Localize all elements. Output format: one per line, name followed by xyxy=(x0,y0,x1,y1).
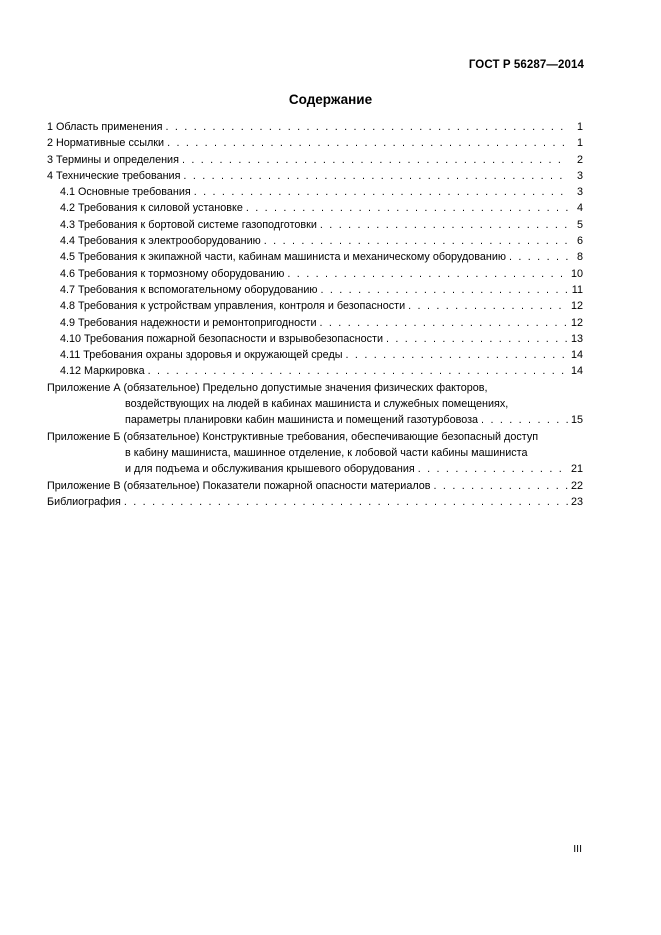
appendix-line: Приложение Б (обязательное) Конструктивные требования, обеспечивающие безопасный доступ xyxy=(47,430,539,443)
page-footer-number: III xyxy=(573,843,582,855)
dot-leader xyxy=(509,249,568,265)
dot-leader xyxy=(148,363,568,379)
dot-leader xyxy=(264,233,568,249)
page-number: 14 xyxy=(570,349,583,362)
bibliography-label: Библиография xyxy=(47,495,121,508)
toc-entry[interactable] xyxy=(47,331,583,347)
toc-entry-title: 4.9 Требования надежности и ремонтопригодности xyxy=(60,316,317,329)
bibliography-entry[interactable] xyxy=(47,494,583,510)
page-number: 11 xyxy=(571,283,583,296)
appendix-a[interactable] xyxy=(47,380,583,429)
dot-leader xyxy=(320,315,568,331)
dot-leader xyxy=(408,298,568,314)
appendix-line: в кабину машиниста, машинное отделение, к лобовой части кабины машиниста xyxy=(125,446,528,459)
page-number: 10 xyxy=(570,267,583,280)
toc-entry[interactable] xyxy=(47,282,583,298)
page-number: 8 xyxy=(576,251,583,264)
page-number: 12 xyxy=(570,316,583,329)
appendix-line: воздействующих на людей в кабинах машиниста и служебных помещениях, xyxy=(125,398,509,411)
toc-entry[interactable] xyxy=(47,152,583,168)
page-number: 4 xyxy=(576,202,583,215)
toc-entry-title: 2 Нормативные ссылки xyxy=(47,137,165,150)
toc-entry-title: 4.1 Основные требования xyxy=(60,186,191,199)
dot-leader xyxy=(287,266,568,282)
dot-leader xyxy=(194,184,568,200)
dot-leader xyxy=(481,412,568,428)
page-number: 6 xyxy=(576,235,583,248)
toc-entry-title: 4.4 Требования к электрооборудованию xyxy=(60,235,261,248)
toc-entry-title: 3 Термины и определения xyxy=(47,153,179,166)
page-title: Содержание xyxy=(288,92,373,107)
page-number: 5 xyxy=(576,218,583,231)
dot-leader xyxy=(346,347,568,363)
appendix-line: параметры планировки кабин машиниста и помещений газотурбовоза xyxy=(125,414,479,427)
toc-entry[interactable] xyxy=(47,233,583,249)
toc-entry[interactable] xyxy=(47,168,583,184)
table-of-contents xyxy=(47,119,583,510)
dot-leader xyxy=(183,168,568,184)
toc-entry[interactable] xyxy=(47,266,583,282)
toc-entry-title: 4.2 Требования к силовой установке xyxy=(60,202,243,215)
page-number: 3 xyxy=(576,186,583,199)
toc-entry-title: 4.7 Требования к вспомогательному оборудованию xyxy=(60,283,318,296)
dot-leader xyxy=(386,331,568,347)
page-number: 3 xyxy=(576,169,583,182)
page-number: 2 xyxy=(576,153,583,166)
toc-entry-title: 4.6 Требования к тормозному оборудованию xyxy=(60,267,285,280)
toc-entry[interactable] xyxy=(47,200,583,216)
toc-entry[interactable] xyxy=(47,135,583,151)
toc-entry-title: 4.10 Требования пожарной безопасности и взрывобезопасности xyxy=(60,332,383,345)
toc-entry[interactable] xyxy=(47,249,583,265)
toc-entry[interactable] xyxy=(47,119,583,135)
toc-entry-title: 4.8 Требования к устройствам управления, контроля и безопасности xyxy=(60,300,406,313)
page-number: 21 xyxy=(570,463,583,476)
toc-entry xyxy=(125,412,583,428)
dot-leader xyxy=(418,461,568,477)
toc-entry-title: 1 Область применения xyxy=(47,121,163,133)
toc-entry[interactable] xyxy=(47,298,583,314)
toc-entry-title: 4.12 Маркировка xyxy=(60,365,145,378)
dot-leader xyxy=(182,152,568,168)
page-number: 13 xyxy=(570,332,583,345)
dot-leader xyxy=(166,119,569,135)
dot-leader xyxy=(167,135,568,151)
dot-leader xyxy=(434,478,568,494)
toc-entry[interactable] xyxy=(47,363,583,379)
toc-entry[interactable] xyxy=(47,347,583,363)
appendix-line: и для подъема и обслуживания крышевого оборудования xyxy=(125,463,415,476)
toc-entry-title: 4.5 Требования к экипажной части, кабинам машиниста и механическому оборудованию xyxy=(60,251,506,264)
dot-leader xyxy=(320,282,568,298)
document-code: ГОСТ Р 56287—2014 xyxy=(468,59,584,71)
page-number: 1 xyxy=(576,137,583,150)
page-number: 23 xyxy=(570,495,583,508)
page-number: 12 xyxy=(570,300,583,313)
toc-entry[interactable] xyxy=(47,217,583,233)
dot-leader xyxy=(124,494,568,510)
toc-entry[interactable] xyxy=(47,315,583,331)
toc-entry-title: 4.3 Требования к бортовой системе газоподготовки xyxy=(60,218,317,231)
toc-entry[interactable] xyxy=(47,184,583,200)
toc-entry-title: 4.11 Требования охраны здоровья и окружающей среды xyxy=(60,349,343,362)
page-number: 15 xyxy=(570,414,583,427)
page-number: 14 xyxy=(570,365,583,378)
toc-entry-title: 4 Технические требования xyxy=(47,169,181,182)
appendix-line: Приложение А (обязательное) Предельно допустимые значения физических факторов, xyxy=(47,381,488,394)
page-number: 1 xyxy=(576,121,583,133)
page-number: 22 xyxy=(570,479,583,492)
appendix-v[interactable] xyxy=(47,478,583,494)
dot-leader xyxy=(246,200,568,216)
appendix-line: Приложение В (обязательное) Показатели пожарной опасности материалов xyxy=(47,479,431,492)
appendix-b[interactable] xyxy=(47,429,583,478)
toc-entry xyxy=(125,461,583,477)
dot-leader xyxy=(320,217,568,233)
